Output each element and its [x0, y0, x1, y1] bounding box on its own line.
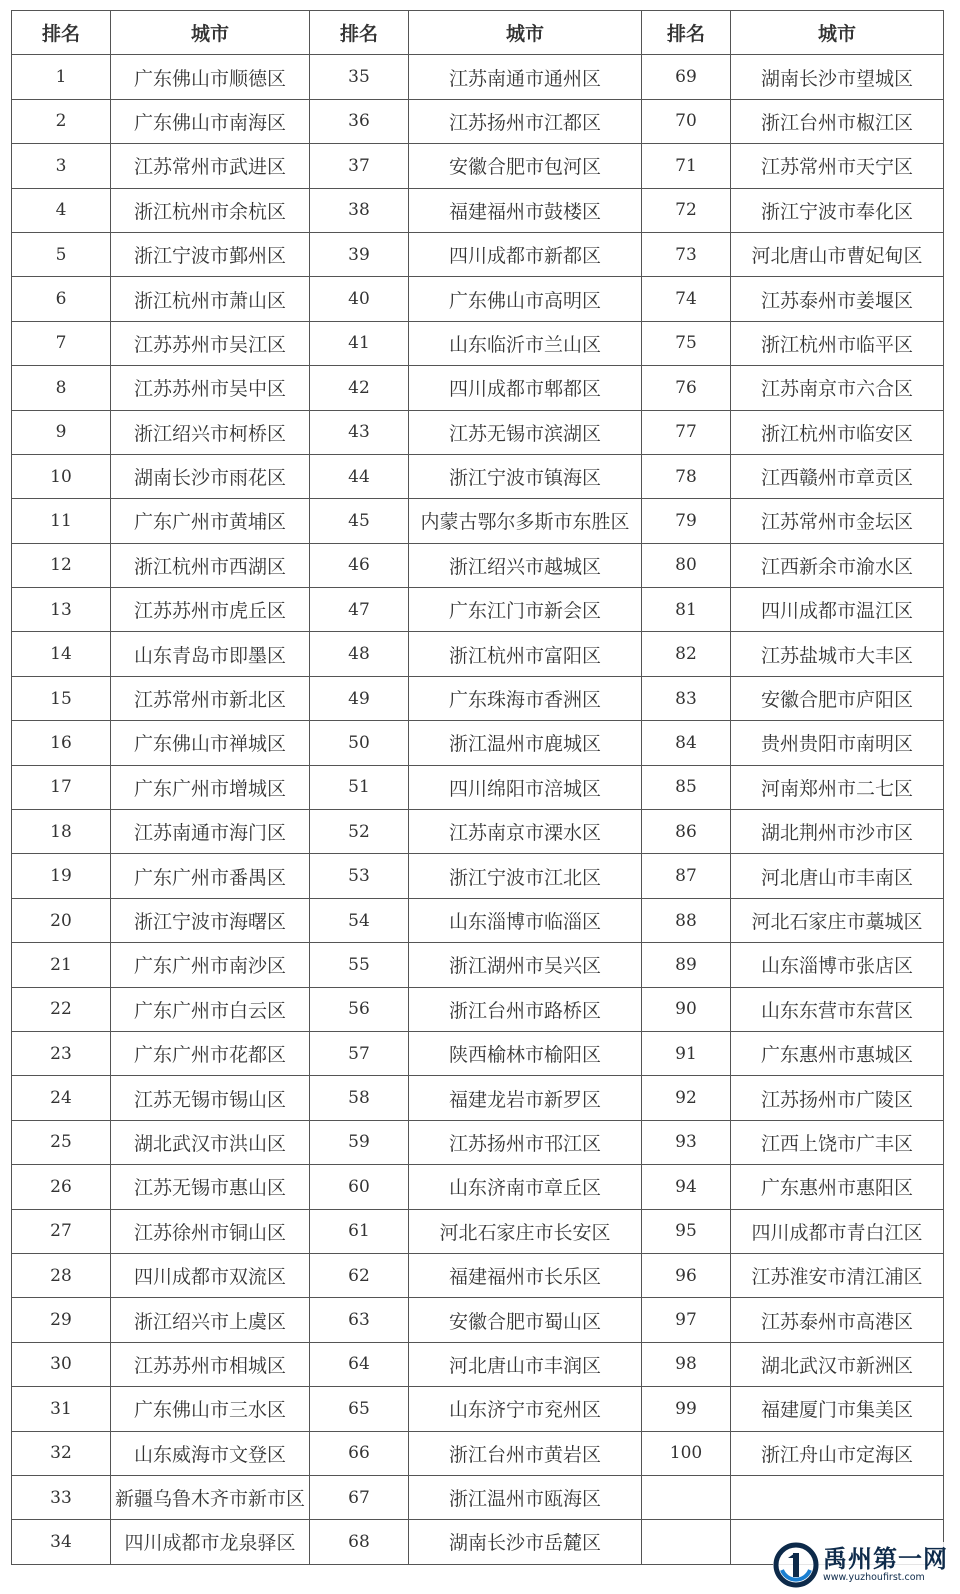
- rank-cell: 79: [642, 499, 731, 543]
- rank-cell: 15: [12, 676, 111, 720]
- city-cell: 内蒙古鄂尔多斯市东胜区: [409, 499, 642, 543]
- table-row: [12, 765, 944, 809]
- city-cell: 江苏常州市武进区: [111, 144, 310, 188]
- table-row: [12, 1031, 944, 1075]
- rank-cell: 77: [642, 410, 731, 454]
- table-row: [12, 410, 944, 454]
- table-row: [12, 1475, 944, 1519]
- rank-cell: 93: [642, 1120, 731, 1164]
- table-row: [12, 454, 944, 498]
- rank-cell: 68: [310, 1520, 409, 1564]
- city-cell: 江苏扬州市邗江区: [409, 1120, 642, 1164]
- city-cell: 新疆乌鲁木齐市新市区: [111, 1475, 310, 1519]
- rank-cell: 78: [642, 454, 731, 498]
- rank-cell: 61: [310, 1209, 409, 1253]
- city-cell: 河南郑州市二七区: [731, 765, 944, 809]
- table-row: [12, 810, 944, 854]
- city-cell: 广东惠州市惠城区: [731, 1031, 944, 1075]
- rank-cell: 40: [310, 277, 409, 321]
- rank-cell: 6: [12, 277, 111, 321]
- rank-cell: 73: [642, 232, 731, 276]
- rank-cell: 97: [642, 1298, 731, 1342]
- city-cell: 江苏常州市新北区: [111, 676, 310, 720]
- header-city: 城市: [731, 11, 944, 55]
- city-cell: 山东青岛市即墨区: [111, 632, 310, 676]
- table-row: [12, 366, 944, 410]
- city-cell: 广东广州市番禺区: [111, 854, 310, 898]
- rank-cell: 21: [12, 943, 111, 987]
- table-row: [12, 854, 944, 898]
- table-row: [12, 321, 944, 365]
- table-row: [12, 943, 944, 987]
- logo-1-icon: [773, 1542, 819, 1588]
- table-row: [12, 588, 944, 632]
- table-row: [12, 1387, 944, 1431]
- city-cell: 浙江温州市瓯海区: [409, 1475, 642, 1519]
- rank-cell: 56: [310, 987, 409, 1031]
- city-cell: 广东江门市新会区: [409, 588, 642, 632]
- city-cell: 湖北武汉市新洲区: [731, 1342, 944, 1386]
- rank-cell: 4: [12, 188, 111, 232]
- table-row: [12, 632, 944, 676]
- ranking-sheet: [11, 10, 943, 1565]
- rank-cell: 99: [642, 1387, 731, 1431]
- rank-cell: 85: [642, 765, 731, 809]
- rank-cell: 89: [642, 943, 731, 987]
- city-cell: 浙江杭州市萧山区: [111, 277, 310, 321]
- rank-cell: 55: [310, 943, 409, 987]
- table-row: [12, 144, 944, 188]
- city-cell: 湖南长沙市岳麓区: [409, 1520, 642, 1564]
- rank-cell: 8: [12, 366, 111, 410]
- city-cell: 浙江杭州市临平区: [731, 321, 944, 365]
- rank-cell: 82: [642, 632, 731, 676]
- city-cell: 四川成都市双流区: [111, 1253, 310, 1297]
- watermark-title: 禹州第一网: [823, 1545, 948, 1573]
- table-row: [12, 1298, 944, 1342]
- city-cell: 浙江台州市黄岩区: [409, 1431, 642, 1475]
- city-cell: 江苏泰州市姜堰区: [731, 277, 944, 321]
- city-cell: 江西上饶市广丰区: [731, 1120, 944, 1164]
- city-cell: 福建福州市长乐区: [409, 1253, 642, 1297]
- rank-cell: 17: [12, 765, 111, 809]
- rank-cell: 72: [642, 188, 731, 232]
- rank-cell: 38: [310, 188, 409, 232]
- rank-cell: 18: [12, 810, 111, 854]
- city-cell: 河北石家庄市长安区: [409, 1209, 642, 1253]
- city-cell: 广东广州市增城区: [111, 765, 310, 809]
- rank-cell: 57: [310, 1031, 409, 1075]
- rank-cell: 16: [12, 721, 111, 765]
- rank-cell: 65: [310, 1387, 409, 1431]
- rank-cell: 9: [12, 410, 111, 454]
- rank-cell: 34: [12, 1520, 111, 1564]
- rank-cell: 62: [310, 1253, 409, 1297]
- city-cell: 浙江宁波市鄞州区: [111, 232, 310, 276]
- rank-cell: 10: [12, 454, 111, 498]
- city-cell: 河北唐山市丰润区: [409, 1342, 642, 1386]
- city-cell: 四川成都市龙泉驿区: [111, 1520, 310, 1564]
- rank-cell: 80: [642, 543, 731, 587]
- rank-cell: 50: [310, 721, 409, 765]
- city-cell: 广东广州市黄埔区: [111, 499, 310, 543]
- table-row: [12, 676, 944, 720]
- rank-cell: 28: [12, 1253, 111, 1297]
- city-cell: 浙江宁波市镇海区: [409, 454, 642, 498]
- rank-cell: 51: [310, 765, 409, 809]
- rank-cell: 88: [642, 898, 731, 942]
- city-cell: 河北唐山市曹妃甸区: [731, 232, 944, 276]
- table-row: [12, 1209, 944, 1253]
- rank-cell: 49: [310, 676, 409, 720]
- rank-cell: 70: [642, 99, 731, 143]
- city-cell: 安徽合肥市庐阳区: [731, 676, 944, 720]
- rank-cell: 23: [12, 1031, 111, 1075]
- city-cell: 山东淄博市张店区: [731, 943, 944, 987]
- rank-cell: 63: [310, 1298, 409, 1342]
- rank-cell: 37: [310, 144, 409, 188]
- rank-cell: 54: [310, 898, 409, 942]
- rank-cell: 52: [310, 810, 409, 854]
- header-city: 城市: [111, 11, 310, 55]
- city-cell: 江苏常州市金坛区: [731, 499, 944, 543]
- rank-cell: 98: [642, 1342, 731, 1386]
- rank-cell: 13: [12, 588, 111, 632]
- rank-cell: 19: [12, 854, 111, 898]
- rank-cell: 39: [310, 232, 409, 276]
- city-cell: 湖南长沙市雨花区: [111, 454, 310, 498]
- rank-cell: 42: [310, 366, 409, 410]
- city-cell: 江西新余市渝水区: [731, 543, 944, 587]
- rank-cell: 11: [12, 499, 111, 543]
- rank-cell: 67: [310, 1475, 409, 1519]
- rank-cell: 26: [12, 1165, 111, 1209]
- city-cell: 江苏无锡市锡山区: [111, 1076, 310, 1120]
- city-cell: 广东广州市花都区: [111, 1031, 310, 1075]
- table-row: [12, 721, 944, 765]
- rank-cell: 84: [642, 721, 731, 765]
- rank-cell: 75: [642, 321, 731, 365]
- city-cell: 江苏徐州市铜山区: [111, 1209, 310, 1253]
- city-cell: 广东佛山市南海区: [111, 99, 310, 143]
- rank-cell: 14: [12, 632, 111, 676]
- city-cell: 福建福州市鼓楼区: [409, 188, 642, 232]
- rank-cell: 32: [12, 1431, 111, 1475]
- city-cell: 江苏无锡市惠山区: [111, 1165, 310, 1209]
- city-cell: 四川成都市温江区: [731, 588, 944, 632]
- city-cell: 浙江绍兴市柯桥区: [111, 410, 310, 454]
- city-cell: 广东广州市白云区: [111, 987, 310, 1031]
- city-cell: 江苏常州市天宁区: [731, 144, 944, 188]
- city-cell: 江苏盐城市大丰区: [731, 632, 944, 676]
- city-cell: 江苏南通市通州区: [409, 55, 642, 99]
- rank-cell: 58: [310, 1076, 409, 1120]
- city-cell: 广东佛山市禅城区: [111, 721, 310, 765]
- rank-cell: 30: [12, 1342, 111, 1386]
- city-cell: 湖南长沙市望城区: [731, 55, 944, 99]
- header-row: [12, 11, 944, 55]
- watermark-url: www.yuzhoufirst.com: [823, 1572, 925, 1583]
- table-row: [12, 1165, 944, 1209]
- table-row: [12, 1342, 944, 1386]
- table-row: [12, 55, 944, 99]
- rank-cell: 12: [12, 543, 111, 587]
- rank-cell: 45: [310, 499, 409, 543]
- rank-cell: 92: [642, 1076, 731, 1120]
- city-cell: 浙江绍兴市越城区: [409, 543, 642, 587]
- rank-cell: 100: [642, 1431, 731, 1475]
- table-row: [12, 543, 944, 587]
- rank-cell: 20: [12, 898, 111, 942]
- rank-cell: 71: [642, 144, 731, 188]
- rank-cell: 94: [642, 1165, 731, 1209]
- city-cell: 江西赣州市章贡区: [731, 454, 944, 498]
- header-city: 城市: [409, 11, 642, 55]
- city-cell: 广东佛山市顺德区: [111, 55, 310, 99]
- rank-cell: 7: [12, 321, 111, 365]
- city-cell: 山东临沂市兰山区: [409, 321, 642, 365]
- city-cell: 江苏苏州市吴江区: [111, 321, 310, 365]
- city-cell: 安徽合肥市包河区: [409, 144, 642, 188]
- rank-cell: 74: [642, 277, 731, 321]
- city-cell: 浙江杭州市临安区: [731, 410, 944, 454]
- city-cell: 江苏扬州市江都区: [409, 99, 642, 143]
- rank-cell: 43: [310, 410, 409, 454]
- city-cell: 河北唐山市丰南区: [731, 854, 944, 898]
- rank-cell: 76: [642, 366, 731, 410]
- city-cell: 江苏苏州市吴中区: [111, 366, 310, 410]
- city-cell: 安徽合肥市蜀山区: [409, 1298, 642, 1342]
- city-cell: 江苏苏州市相城区: [111, 1342, 310, 1386]
- city-cell: 贵州贵阳市南明区: [731, 721, 944, 765]
- rank-cell: 24: [12, 1076, 111, 1120]
- rank-cell: 64: [310, 1342, 409, 1386]
- city-cell: 浙江杭州市余杭区: [111, 188, 310, 232]
- table-row: [12, 277, 944, 321]
- header-rank: 排名: [12, 11, 111, 55]
- rank-cell: 59: [310, 1120, 409, 1164]
- city-cell: 江苏南京市溧水区: [409, 810, 642, 854]
- table-row: [12, 499, 944, 543]
- rank-cell: 33: [12, 1475, 111, 1519]
- city-cell: 湖北荆州市沙市区: [731, 810, 944, 854]
- rank-cell: 53: [310, 854, 409, 898]
- rank-cell: 81: [642, 588, 731, 632]
- rank-cell: 27: [12, 1209, 111, 1253]
- city-cell: 浙江杭州市西湖区: [111, 543, 310, 587]
- city-cell: 浙江绍兴市上虞区: [111, 1298, 310, 1342]
- city-cell: 江苏苏州市虎丘区: [111, 588, 310, 632]
- city-cell: 江苏淮安市清江浦区: [731, 1253, 944, 1297]
- table-row: [12, 1431, 944, 1475]
- city-cell: 广东珠海市香洲区: [409, 676, 642, 720]
- city-cell: 江苏扬州市广陵区: [731, 1076, 944, 1120]
- rank-cell: 46: [310, 543, 409, 587]
- ranking-table: [11, 10, 944, 1565]
- rank-cell: 66: [310, 1431, 409, 1475]
- city-cell: 浙江湖州市吴兴区: [409, 943, 642, 987]
- rank-cell: 86: [642, 810, 731, 854]
- city-cell: 河北石家庄市藁城区: [731, 898, 944, 942]
- city-cell: 江苏无锡市滨湖区: [409, 410, 642, 454]
- table-row: [12, 99, 944, 143]
- city-cell: 四川成都市青白江区: [731, 1209, 944, 1253]
- city-cell: 浙江舟山市定海区: [731, 1431, 944, 1475]
- rank-cell: 90: [642, 987, 731, 1031]
- table-row: [12, 188, 944, 232]
- rank-cell: 35: [310, 55, 409, 99]
- header-rank: 排名: [310, 11, 409, 55]
- city-cell: 山东东营市东营区: [731, 987, 944, 1031]
- city-cell: 福建龙岩市新罗区: [409, 1076, 642, 1120]
- rank-cell: 3: [12, 144, 111, 188]
- city-cell: 广东佛山市高明区: [409, 277, 642, 321]
- table-row: [12, 987, 944, 1031]
- rank-cell: 44: [310, 454, 409, 498]
- rank-cell: 2: [12, 99, 111, 143]
- rank-cell: 91: [642, 1031, 731, 1075]
- city-cell: 浙江杭州市富阳区: [409, 632, 642, 676]
- watermark: [773, 1542, 948, 1588]
- rank-cell: 87: [642, 854, 731, 898]
- city-cell: 山东淄博市临淄区: [409, 898, 642, 942]
- city-cell: 四川成都市新都区: [409, 232, 642, 276]
- city-cell: 湖北武汉市洪山区: [111, 1120, 310, 1164]
- city-cell: 浙江温州市鹿城区: [409, 721, 642, 765]
- city-cell: 浙江宁波市奉化区: [731, 188, 944, 232]
- rank-cell: 60: [310, 1165, 409, 1209]
- rank-cell: 1: [12, 55, 111, 99]
- rank-cell: 96: [642, 1253, 731, 1297]
- city-cell: 山东威海市文登区: [111, 1431, 310, 1475]
- rank-cell: 36: [310, 99, 409, 143]
- rank-cell: 48: [310, 632, 409, 676]
- city-cell: 四川成都市郫都区: [409, 366, 642, 410]
- rank-cell: 31: [12, 1387, 111, 1431]
- city-cell: 广东惠州市惠阳区: [731, 1165, 944, 1209]
- rank-cell: 41: [310, 321, 409, 365]
- city-cell: 福建厦门市集美区: [731, 1387, 944, 1431]
- rank-cell: 83: [642, 676, 731, 720]
- city-cell: 浙江台州市路桥区: [409, 987, 642, 1031]
- rank-cell: [642, 1520, 731, 1564]
- city-cell: [731, 1475, 944, 1519]
- rank-cell: 95: [642, 1209, 731, 1253]
- rank-cell: 47: [310, 588, 409, 632]
- city-cell: 四川绵阳市涪城区: [409, 765, 642, 809]
- rank-cell: 29: [12, 1298, 111, 1342]
- header-rank: 排名: [642, 11, 731, 55]
- city-cell: 江苏南通市海门区: [111, 810, 310, 854]
- city-cell: 浙江宁波市海曙区: [111, 898, 310, 942]
- city-cell: 广东广州市南沙区: [111, 943, 310, 987]
- city-cell: 山东济宁市兖州区: [409, 1387, 642, 1431]
- table-row: [12, 898, 944, 942]
- table-row: [12, 232, 944, 276]
- rank-cell: 5: [12, 232, 111, 276]
- city-cell: 浙江台州市椒江区: [731, 99, 944, 143]
- city-cell: 山东济南市章丘区: [409, 1165, 642, 1209]
- rank-cell: 22: [12, 987, 111, 1031]
- table-row: [12, 1120, 944, 1164]
- rank-cell: 69: [642, 55, 731, 99]
- rank-cell: [642, 1475, 731, 1519]
- rank-cell: 25: [12, 1120, 111, 1164]
- city-cell: 广东佛山市三水区: [111, 1387, 310, 1431]
- city-cell: 江苏泰州市高港区: [731, 1298, 944, 1342]
- city-cell: 浙江宁波市江北区: [409, 854, 642, 898]
- city-cell: 江苏南京市六合区: [731, 366, 944, 410]
- table-row: [12, 1253, 944, 1297]
- city-cell: 陕西榆林市榆阳区: [409, 1031, 642, 1075]
- table-row: [12, 1076, 944, 1120]
